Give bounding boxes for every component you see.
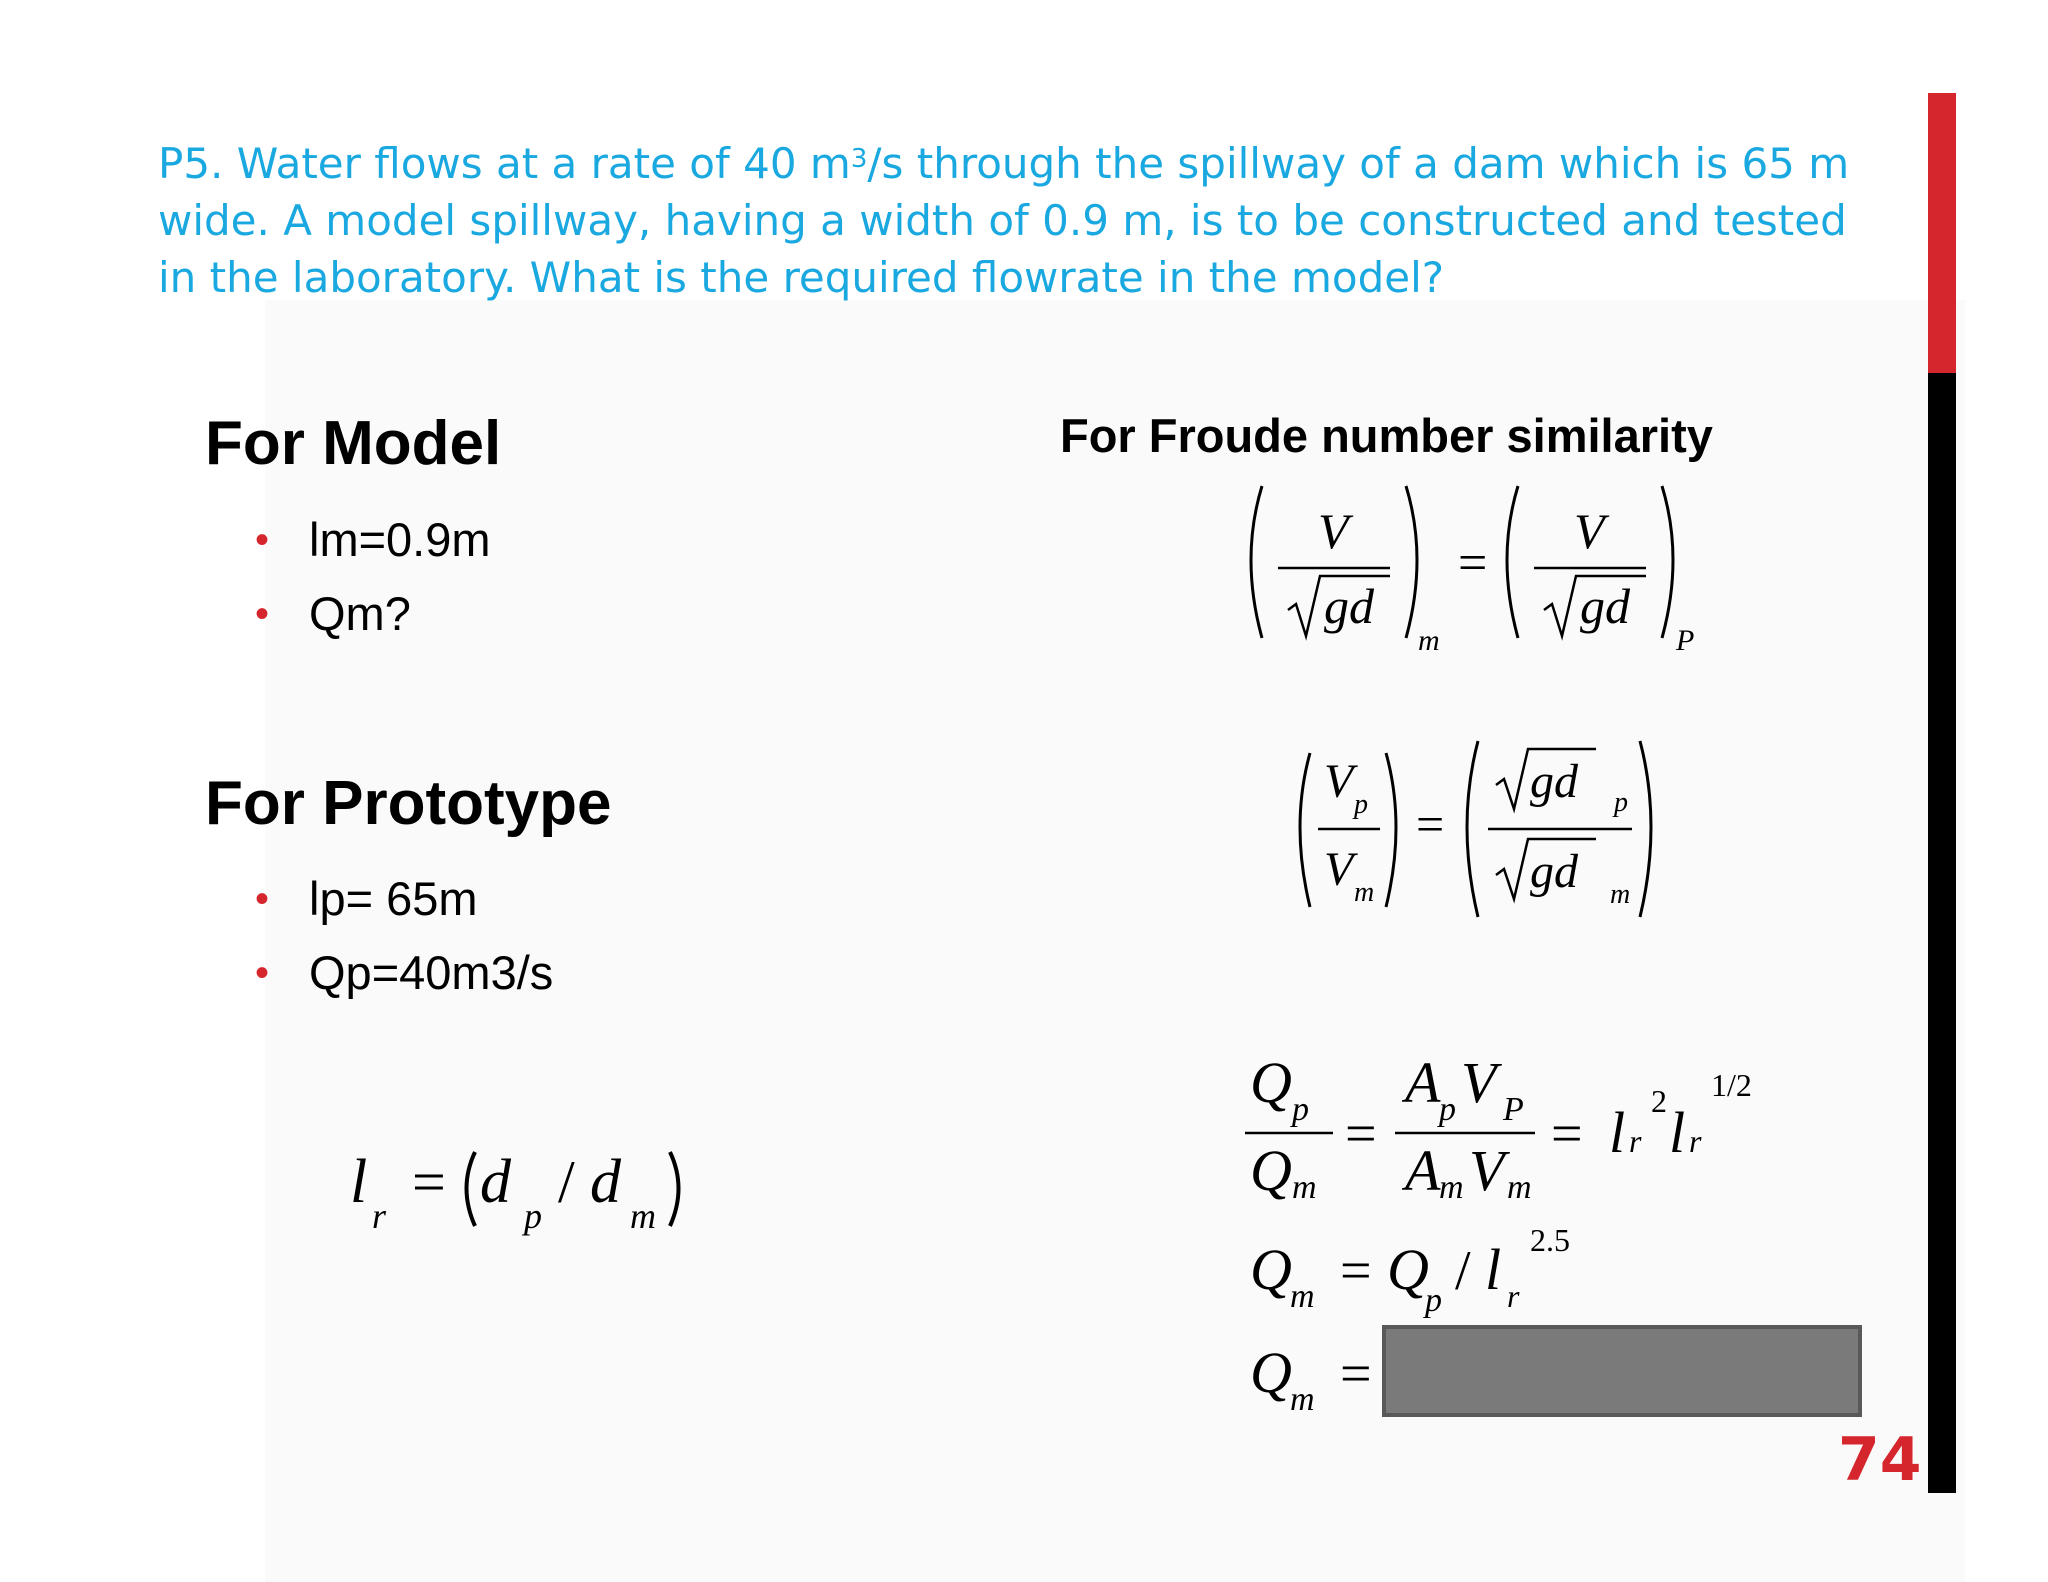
eq-subscript: m bbox=[1507, 1169, 1532, 1206]
eq-superscript: 2 bbox=[1651, 1083, 1667, 1119]
eq-subscript: p bbox=[1425, 1282, 1442, 1319]
model-heading: For Model bbox=[205, 409, 502, 478]
eq-subscript: m bbox=[1610, 879, 1631, 910]
eq-subscript: r bbox=[372, 1196, 387, 1236]
froude-equality-equation bbox=[1240, 478, 1720, 658]
eq-symbol: d bbox=[480, 1148, 511, 1216]
paren-left bbox=[1507, 486, 1518, 638]
model-flowrate-formula bbox=[1245, 1215, 1645, 1325]
list-item bbox=[255, 577, 491, 651]
eq-symbol: gd bbox=[1530, 845, 1578, 898]
flowrate-ratio-equation bbox=[1245, 1030, 1785, 1210]
bullet-text: lp= 65m bbox=[309, 872, 478, 925]
eq-symbol: gd bbox=[1580, 578, 1630, 634]
eq-subscript: p bbox=[1292, 1091, 1309, 1128]
eq-symbol: l bbox=[1609, 1100, 1626, 1165]
hidden-answer-box bbox=[1382, 1325, 1862, 1417]
eq-subscript: r bbox=[1689, 1123, 1702, 1159]
paren-left bbox=[1467, 741, 1478, 917]
bullet-dot-icon: • bbox=[255, 877, 270, 921]
side-accent-bar-black bbox=[1928, 373, 1956, 1493]
eq-subscript: m bbox=[1418, 624, 1440, 657]
eq-subscript: p bbox=[1614, 787, 1628, 818]
problem-text-part1: P5. Water flows at a rate of 40 m bbox=[158, 139, 851, 188]
eq-subscript: m bbox=[1292, 1169, 1317, 1206]
paren-right bbox=[670, 1152, 679, 1226]
eq-symbol: d bbox=[590, 1148, 621, 1216]
page-number: 74 bbox=[1838, 1425, 1922, 1495]
eq-subscript: p bbox=[1354, 789, 1368, 820]
eq-subscript: m bbox=[1439, 1169, 1464, 1206]
froude-heading: For Froude number similarity bbox=[1060, 409, 1713, 462]
eq-symbol: Q bbox=[1250, 1050, 1292, 1115]
eq-equals: = bbox=[1345, 1103, 1377, 1165]
eq-symbol: Q bbox=[1250, 1340, 1292, 1405]
bullet-text: Qp=40m3/s bbox=[309, 946, 554, 999]
bullet-text: Qm? bbox=[309, 587, 411, 640]
eq-subscript: p bbox=[1439, 1091, 1456, 1128]
eq-equals: = bbox=[1458, 535, 1488, 592]
bullet-dot-icon: • bbox=[255, 518, 270, 562]
eq-subscript: m bbox=[1290, 1381, 1315, 1418]
eq-symbol: A bbox=[1405, 1138, 1441, 1203]
eq-equals: = bbox=[412, 1149, 446, 1215]
eq-equals: = bbox=[1551, 1103, 1583, 1165]
prototype-heading: For Prototype bbox=[205, 769, 612, 838]
eq-symbol: V bbox=[1324, 843, 1354, 896]
eq-subscript: p bbox=[524, 1196, 542, 1236]
paren-right bbox=[1640, 741, 1651, 917]
list-item bbox=[255, 936, 553, 1010]
eq-superscript: 2.5 bbox=[1530, 1222, 1570, 1258]
eq-subscript: P bbox=[1676, 624, 1695, 657]
eq-symbol: V bbox=[1461, 1050, 1497, 1115]
problem-text-part2: /s through the spillway of a dam which is 65 m wide. A model spillway, having a width of 0.9 m, is to be constructed and tested in the laboratory. What is the required flowrate in the model? bbox=[158, 139, 1850, 302]
eq-symbol: V bbox=[1574, 503, 1605, 559]
eq-symbol: gd bbox=[1530, 755, 1578, 808]
paren-right bbox=[1386, 753, 1396, 907]
length-ratio-equation bbox=[330, 1130, 710, 1240]
eq-symbol: V bbox=[1469, 1138, 1505, 1203]
problem-statement bbox=[158, 135, 1898, 306]
model-bullet-list bbox=[255, 503, 491, 651]
eq-symbol: V bbox=[1318, 503, 1349, 559]
bullet-text: lm=0.9m bbox=[309, 513, 491, 566]
eq-slash: / bbox=[558, 1149, 575, 1215]
paren-right bbox=[1662, 486, 1673, 638]
eq-subscript: P bbox=[1503, 1091, 1524, 1128]
eq-symbol: gd bbox=[1324, 578, 1374, 634]
eq-subscript: r bbox=[1629, 1123, 1642, 1159]
bullet-dot-icon: • bbox=[255, 592, 270, 636]
list-item bbox=[255, 862, 553, 936]
paren-right bbox=[1406, 486, 1417, 638]
paren-left bbox=[1300, 753, 1310, 907]
eq-subscript: m bbox=[1354, 877, 1375, 908]
eq-symbol: l bbox=[1669, 1100, 1686, 1165]
paren-left bbox=[1251, 486, 1262, 638]
eq-symbol: l bbox=[350, 1148, 368, 1216]
eq-symbol: Q bbox=[1387, 1237, 1429, 1302]
side-accent-bar-red bbox=[1928, 93, 1956, 373]
eq-equals: = bbox=[1340, 1343, 1372, 1405]
eq-subscript: m bbox=[1290, 1278, 1315, 1315]
model-flowrate-answer-equation bbox=[1245, 1318, 1385, 1428]
prototype-bullet-list bbox=[255, 862, 553, 1010]
eq-symbol: l bbox=[1485, 1237, 1502, 1302]
eq-equals: = bbox=[1416, 796, 1445, 852]
eq-symbol: Q bbox=[1250, 1138, 1292, 1203]
eq-symbol: A bbox=[1405, 1050, 1441, 1115]
eq-equals: = bbox=[1340, 1240, 1372, 1302]
eq-superscript: 1/2 bbox=[1711, 1067, 1752, 1103]
velocity-ratio-equation bbox=[1288, 735, 1678, 925]
eq-subscript: m bbox=[630, 1196, 656, 1236]
eq-symbol: V bbox=[1324, 755, 1354, 808]
eq-subscript: r bbox=[1507, 1278, 1520, 1314]
problem-superscript: 3 bbox=[850, 144, 868, 174]
eq-symbol: Q bbox=[1250, 1237, 1292, 1302]
paren-left bbox=[467, 1152, 476, 1226]
eq-slash: / bbox=[1455, 1240, 1471, 1302]
bullet-dot-icon: • bbox=[255, 951, 270, 995]
list-item bbox=[255, 503, 491, 577]
